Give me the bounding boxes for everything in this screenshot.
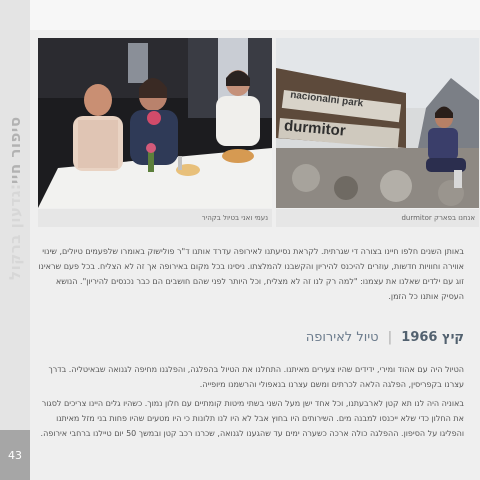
- section-heading: [38, 330, 464, 345]
- photo-durmitor: [276, 38, 479, 208]
- photo-dinner-caption: נעמי ואני בטיול בקהיר: [38, 209, 272, 227]
- book-title-light: גדעון ברקול:: [6, 183, 24, 280]
- page-number: 43: [0, 430, 30, 480]
- photo-dinner-image: [38, 38, 272, 208]
- sign-line-2: durmitor: [283, 117, 347, 140]
- sign-line-1: nacionalni park: [289, 89, 364, 110]
- photo-durmitor-caption: אנחנו בפארק durmitor: [276, 209, 479, 227]
- intro-paragraph: באותן השנים חלפו חיינו בצורה די שגרתית. לקראת נסיעתנו לאירופה עדרד אותנו ד"ר פולישוק באומרו שלפעמים טיולים, שינוי אווירה וחוויות חדשות, עוזרים להיכנס להיריון והקשבנו להמלצתו. ניסינו בכל מקום באירופה אך זה לא הצליח. בכל פעם שראינו זוג עם ילדים שאלנו את עצמנו: "למה רק לנו זה לא מצליח, וכל היותר לפני שהם חושבים הם כבר נכנסים להיריון". הנושא העסיק אותנו כל הזמן.: [38, 247, 464, 301]
- section-title: טיול לאירופה: [305, 330, 379, 345]
- section-separator: |: [387, 330, 393, 345]
- body-paragraph-2: באוניה היה לנו תא קטן לארבעתנו, וכל אחד ישן מעל השני בשתי מיטות קומתיים עם חלון נמוך. כשהיו גלים היינו צריכים לסגור את החלון כדי שלא ייכנסו למבנה מים. השירותים היו בחוץ אבל לא היו לנו תלונות כי היו מטעים שהיו פחות בני מזל מאיתנו והפליגו על הסיפון. ההפלגה כולה ארכה כשערה ימים עד שהגענו לגנואה, שכרנו רכב קטן ובמשך 50 יום טיילנו ברחבי אירופה.: [40, 399, 464, 438]
- top-bar: [30, 0, 480, 30]
- body-paragraph-1: הטיול היה עם אהוד ומירי, ידידים שהיו צעירים מאיתנו. התחלנו את הטיול בהפלגה, והפלגנו מחיפה לגנואה שבאיטליה. בדרך עצרנו בקפריסין, הפלגה הלאה לכרתים ומשם עצרנו בנאפולי והרשמנו מיופייה.: [48, 365, 464, 389]
- book-title-vertical: [2, 40, 28, 280]
- section-year: קיץ 1966: [401, 330, 464, 345]
- book-title-strong: סיפור חיי: [6, 115, 24, 184]
- photo-dinner: [38, 38, 272, 208]
- photo-durmitor-image: [276, 38, 479, 208]
